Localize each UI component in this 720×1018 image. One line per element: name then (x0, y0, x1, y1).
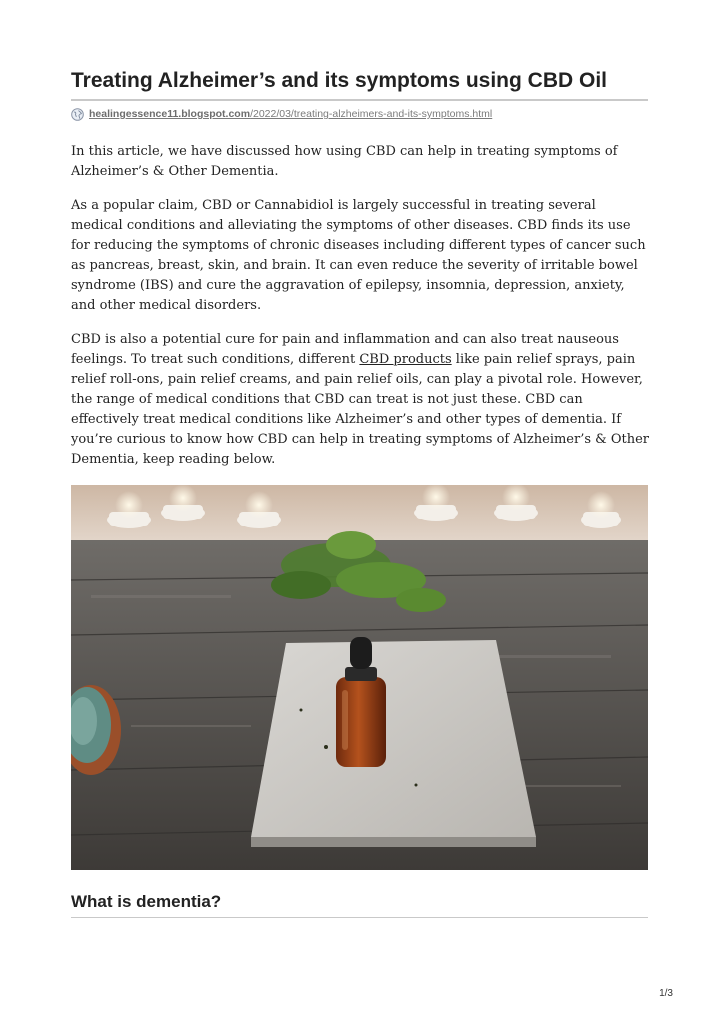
title-divider (71, 99, 648, 101)
paragraph-pain-relief (71, 330, 651, 470)
page-title: Treating Alzheimer’s and its symptoms using CBD Oil (71, 69, 607, 92)
globe-icon (71, 108, 84, 121)
section-heading-dementia: What is dementia? (71, 892, 222, 911)
source-url[interactable] (71, 106, 492, 122)
page-number: 1/3 (659, 988, 673, 999)
section-divider (71, 917, 648, 918)
source-domain: healingessence11.blogspot.com (89, 108, 251, 120)
paragraph-text-after-link: like pain relief sprays, pain relief roll-ons, pain relief creams, and pain relief oils, can play a pivotal role. However, the range of medical conditions that CBD can treat is not just these. CBD can effectively treat medical conditions like Alzheimer’s and other types of dementia. If you’re curious to know how CBD can help in treating symptoms of Alzheimer’s & Other Dementia, keep reading below. (71, 352, 650, 467)
paragraph-claim: As a popular claim, CBD or Cannabidiol is largely successful in treating several medical conditions and alleviating the symptoms of other diseases. CBD finds its use for reducing the symptoms of chronic diseases including different types of cancer such as pancreas, breast, skin, and brain. It can even reduce the severity of irritable bowel syndrome (IBS) and cure the aggravation of epilepsy, insomnia, depression, anxiety, and other medical disorders. (71, 198, 646, 313)
cbd-products-link[interactable]: CBD products (359, 352, 452, 367)
paragraph-intro: In this article, we have discussed how using CBD can help in treating symptoms of Alzheimer’s & Other Dementia. (71, 144, 618, 179)
hero-image-cbd-oil-bottle (71, 485, 648, 870)
source-path: /2022/03/treating-alzheimers-and-its-symptoms.html (250, 108, 493, 120)
paragraph-text-before-link: CBD is also a potential cure for pain and inflammation and can also treat nauseous feelings. To treat such conditions, different (71, 332, 619, 367)
source-link[interactable] (89, 106, 492, 122)
